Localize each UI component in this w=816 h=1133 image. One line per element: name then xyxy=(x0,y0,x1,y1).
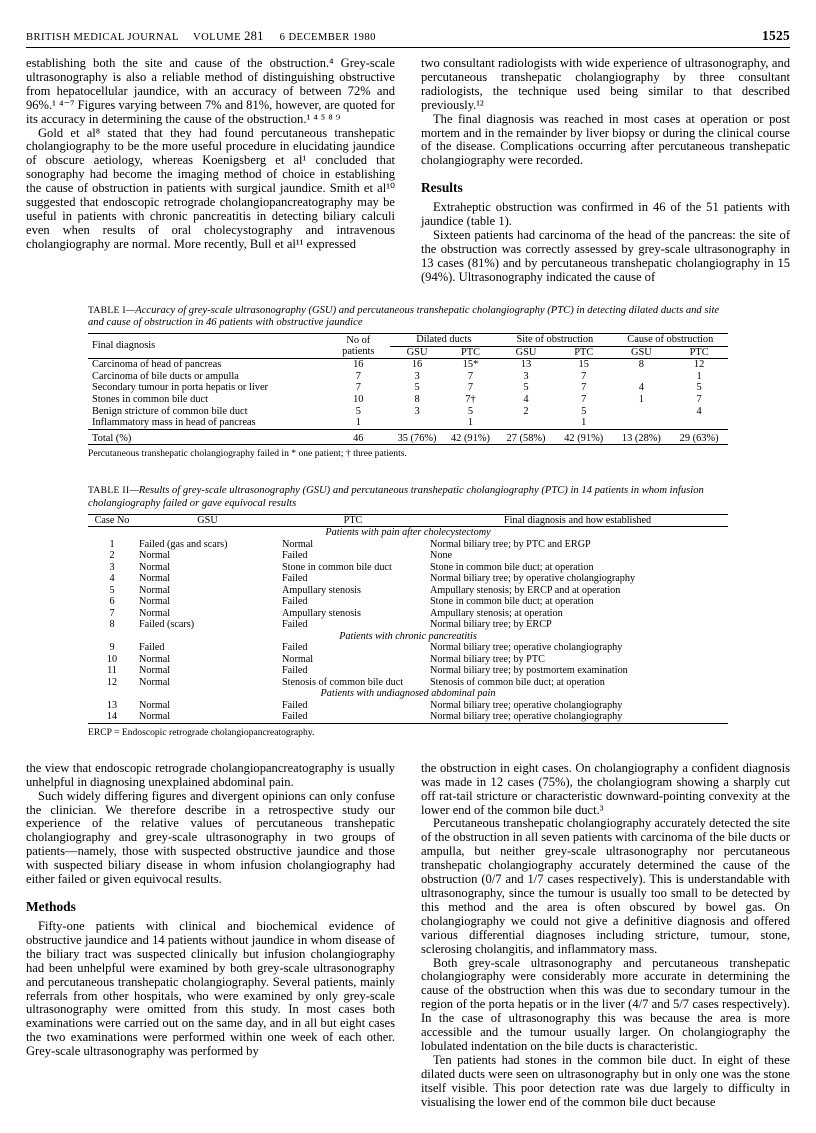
table-2-cell-ptc: Failed xyxy=(282,711,308,723)
table-2-group-title-row xyxy=(88,527,728,539)
table-2-cell-ptc: Failed xyxy=(282,596,308,608)
table-2-cell-ptc: Failed xyxy=(282,642,308,654)
paragraph: Fifty-one patients with clinical and biochemical evidence of obstructive jaundice and 14 patients without jaundice in whom disease of the biliary tract was suspected clinically but infusion cholangiography had been unhelpful were examined by both grey-scale ultrasonography and percutaneous transhepatic cholangiography. Several patients, mainly referrals from other hospitals, who were examined by only grey-scale ultrasonography were omitted from this study. In most cases both examinations were carried out on the same day, and in all but eight cases the two examinations were performed within one week of each other. Grey-scale ultrasonography was performed by xyxy=(26,919,395,1059)
table-2-cell-diagnosis: Normal biliary tree; by PTC xyxy=(430,653,545,665)
table-2-cell-case: 3 xyxy=(109,561,115,573)
table-1-cell: 7 xyxy=(696,394,702,406)
table-1-cell xyxy=(670,417,728,429)
table-2-cell-diagnosis: Normal biliary tree; operative cholangiography xyxy=(430,711,623,723)
table-2-cell-ptc: Ampullary stenosis xyxy=(282,607,361,619)
table-row xyxy=(88,585,728,597)
table-row xyxy=(88,562,728,574)
table-1-cell: 5 xyxy=(414,382,420,394)
journal-title: BRITISH MEDICAL JOURNAL xyxy=(26,32,179,43)
table-2-group-title: Patients with undiagnosed abdominal pain xyxy=(320,688,496,700)
table-2-cell-ptc: Normal xyxy=(282,653,314,665)
paragraph: Extraheptic obstruction was confirmed in 46 of the 51 patients with jaundice (table 1). xyxy=(421,200,790,229)
table-row xyxy=(88,642,728,654)
table-1-row-label: Carcinoma of head of pancreas xyxy=(92,359,222,371)
table-1-cell: 7 xyxy=(581,382,587,394)
top-columns xyxy=(26,57,790,285)
table-row xyxy=(88,539,728,551)
table-1-cell: 5 xyxy=(696,382,702,394)
issue-date: 6 DECEMBER 1980 xyxy=(279,32,376,43)
table-1-row-label: Inflammatory mass in head of pancreas xyxy=(92,417,256,429)
table-1-cell: 1 xyxy=(581,417,587,429)
table-row xyxy=(88,608,728,620)
table-1-subheader: GSU xyxy=(631,346,652,358)
table-1-cell xyxy=(613,371,671,383)
bottom-columns xyxy=(26,762,790,1110)
table-2-cell-gsu: Normal xyxy=(139,699,171,711)
table-1-cell: 15* xyxy=(462,359,479,371)
table-1-cell: 5 xyxy=(581,405,587,417)
table-2-group-title-row xyxy=(88,688,728,700)
table-row xyxy=(88,711,728,723)
table-2-header-gsu: GSU xyxy=(197,514,218,526)
table-1-cell: 1 xyxy=(638,394,644,406)
table-1-header-dilated-ducts: Dilated ducts xyxy=(390,334,497,347)
table-2-cell-case: 7 xyxy=(109,607,115,619)
table-2-cell-gsu: Normal xyxy=(139,573,171,585)
table-row xyxy=(88,596,728,608)
table-2-cell-diagnosis: Ampullary stenosis; at operation xyxy=(430,607,563,619)
table-1-cell: 7 xyxy=(355,370,361,382)
table-1-cell: 7 xyxy=(581,370,587,382)
table-1-total-label: Total (%) xyxy=(92,432,132,444)
table-1-cell: 15 xyxy=(578,359,589,371)
table-1-cell xyxy=(497,417,555,429)
table-1-cell: 4 xyxy=(696,405,702,417)
table-1-total-cell: 46 xyxy=(353,432,364,444)
paragraph: Both grey-scale ultrasonography and percutaneous transhepatic cholangiography were considerably more accurate in determining the cause of the obstruction when this was due to secondary tumour in the region of the porta hepatis or in the liver (4/7 and 5/7 cases respectively). In the case of ultrasonography this was because the area is more accessible and the tumour usually larger. On cholangiography the lobulated indentation on the bile ducts is characteristic. xyxy=(421,955,790,1053)
table-2-cell-diagnosis: Normal biliary tree; by ERCP xyxy=(430,619,552,631)
paragraph: the obstruction in eight cases. On cholangiography a confident diagnosis was made in 12 cases (75%), the cholangiogram showing a sharply cut off rat-tail stricture or characteristic downward-pointing convexity at the lower end of the common bile duct.³ xyxy=(421,760,790,817)
table-2-cell-ptc: Stone in common bile duct xyxy=(282,561,392,573)
table-1-cell: 7 xyxy=(467,370,474,382)
table-2-cell-ptc: Ampullary stenosis xyxy=(282,584,361,596)
bottom-left-column xyxy=(26,762,395,1110)
table-2-number: TABLE II xyxy=(88,485,130,497)
table-1-cell: 7 xyxy=(581,394,587,406)
table-2-cell-case: 5 xyxy=(109,584,115,596)
table-row xyxy=(88,514,728,527)
table-2-header-final-diagnosis: Final diagnosis and how established xyxy=(503,514,652,526)
table-row xyxy=(88,371,728,383)
table-2-cell-diagnosis: Stenosis of common bile duct; at operation xyxy=(430,676,605,688)
volume-number: 281 xyxy=(244,29,264,43)
table-row xyxy=(88,619,728,631)
top-left-column xyxy=(26,57,395,285)
table-2-cell-diagnosis: Normal biliary tree; by PTC and ERGP xyxy=(430,538,591,550)
table-2-group-title-row xyxy=(88,631,728,643)
table-2-cell-gsu: Normal xyxy=(139,596,171,608)
paragraph: Gold et al⁸ stated that they had found percutaneous transhepatic cholangiography to be the more useful procedure in elucidating jaundice of obscure aetiology, whereas Koenigsberg et al¹ concluded that sonography had become the imaging method of choice in establishing the cause of obstruction in patients with surgical jaundice. Smith et al¹⁰ suggested that endoscopic retrograde cholangiopancreatography may be useful in patients with chronic pancreatitis in detecting biliary calculi even when results of oral cholecystography and intravenous cholangiography are normal. More recently, Bull et al¹¹ expressed xyxy=(26,125,395,251)
table-2-cell-gsu: Failed (gas and scars) xyxy=(139,538,228,550)
table-1-caption-text: —Accuracy of grey-scale ultrasonography (GSU) and percutaneous transhepatic cholangiography (PTC) in detecting dilated ducts and site and cause of obstruction in 46 patients with obstructive jaundice xyxy=(88,304,720,328)
paragraph: Ten patients had stones in the common bile duct. In eight of these dilated ducts were seen on ultrasonography but in only one was the stone itself visible. This poor detection rate was due largely to difficulty in visualising the lower end of the common bile duct because xyxy=(421,1052,790,1109)
table-2-cell-gsu: Normal xyxy=(139,561,171,573)
table-1-cell: 7 xyxy=(467,382,474,394)
paragraph: two consultant radiologists with wide experience of ultrasonography, and percutaneous transhepatic cholangiography by three consultant radiologists, the technique used being similar to that described previously.¹² xyxy=(421,56,790,112)
table-1-cell: 10 xyxy=(353,394,364,406)
paragraph: the view that endoscopic retrograde cholangiopancreatography is usually unhelpful in diagnosing unexplained abdominal pain. xyxy=(26,760,395,789)
table-2-cell-case: 1 xyxy=(109,538,115,550)
table-1-cell: 8 xyxy=(638,359,644,371)
table-2-cell-case: 8 xyxy=(109,619,115,631)
header-rule xyxy=(26,47,790,48)
table-row xyxy=(88,700,728,712)
table-1-cell xyxy=(390,417,443,429)
table-2-cell-case: 9 xyxy=(109,642,115,654)
table-1-cell: 7 xyxy=(355,382,361,394)
table-2-cell-ptc: Failed xyxy=(282,573,308,585)
paragraph: Such widely differing figures and divergent opinions can only confuse the clinician. We therefore describe in a retrospective study our experience of the relative values of percutaneous transhepatic cholangiography and grey-scale ultrasonography in two groups of patients—namely, those with suspected obstructive jaundice and those with suspected biliary disease in whom infusion cholangiography had either failed or given equivocal results. xyxy=(26,788,395,887)
table-1-cell: 1 xyxy=(355,417,361,429)
table-row-total xyxy=(88,429,728,445)
table-row xyxy=(88,382,728,394)
table-2-group-title: Patients with pain after cholecystectomy xyxy=(325,527,491,539)
table-1-row-label: Carcinoma of bile ducts or ampulla xyxy=(92,370,239,382)
table-2-cell-case: 13 xyxy=(106,699,118,711)
table-row xyxy=(88,406,728,418)
table-2-cell-gsu: Failed (scars) xyxy=(139,619,195,631)
table-1-total-cell: 27 (58%) xyxy=(506,432,546,444)
table-2-cell-gsu: Normal xyxy=(139,711,171,723)
table-2-caption-text: —Results of grey-scale ultrasonography (GSU) and percutaneous transhepatic cholangiography (PTC) in 14 patients in whom infusion cholangiography failed or gave equivocal results xyxy=(88,485,704,509)
table-1-total-cell: 42 (91%) xyxy=(450,432,490,444)
table-2-cell-diagnosis: Normal biliary tree; operative cholangiography xyxy=(430,642,623,654)
section-heading-methods: Methods xyxy=(26,899,76,914)
paragraph: Sixteen patients had carcinoma of the head of the pancreas: the site of the obstruction was correctly assessed by grey-scale ultrasonography in 13 cases (81%) and by percutaneous transhepatic cholangiography in 15 (94%). Ultrasonography indicated the cause of xyxy=(421,228,790,284)
paragraph: establishing both the site and cause of the obstruction.⁴ Grey-scale ultrasonography is also a reliable method of distinguishing obstructive from hepatocellular jaundice, with an accuracy of between 72% and 96%.¹ ⁴⁻⁷ Figures varying between 7% and 81%, however, are quoted for its accuracy in determining the cause of the obstruction.¹ ⁴ ⁵ ⁸ ⁹ xyxy=(26,56,395,126)
running-head xyxy=(26,28,790,44)
table-1-subheader: PTC xyxy=(574,346,594,358)
table-2-cell-case: 2 xyxy=(109,550,115,562)
table-row xyxy=(88,677,728,689)
table-2-caption xyxy=(88,485,728,509)
table-2-cell-case: 11 xyxy=(107,665,117,677)
table-1-number: TABLE I xyxy=(88,304,126,316)
table-2-cell-diagnosis: Stone in common bile duct; at operation xyxy=(430,561,594,573)
table-1-total-cell: 29 (63%) xyxy=(679,432,719,444)
table-2-cell-diagnosis: Normal biliary tree; by operative cholangiography xyxy=(430,573,636,585)
table-1-subheader: PTC xyxy=(460,346,480,358)
table-2-header-case-no: Case No xyxy=(94,514,130,526)
table-1-cell: 5 xyxy=(467,405,474,417)
running-head-left xyxy=(26,29,376,44)
table-2-cell-gsu: Normal xyxy=(139,665,171,677)
table-1-cell: 1 xyxy=(467,417,474,429)
table-1-row-label: Benign stricture of common bile duct xyxy=(92,405,248,417)
table-1-cell xyxy=(613,406,671,418)
table-1-subheader: GSU xyxy=(406,346,428,358)
table-2-cell-diagnosis: Stone in common bile duct; at operation xyxy=(430,596,594,608)
bottom-right-column xyxy=(421,762,790,1110)
table-2-cell-case: 4 xyxy=(109,573,115,585)
table-2-cell-diagnosis: None xyxy=(430,550,453,562)
table-1-cell: 3 xyxy=(414,370,420,382)
table-2-cell-gsu: Normal xyxy=(139,584,171,596)
table-1-cell: 5 xyxy=(523,382,529,394)
table-1-total-cell: 35 (76%) xyxy=(397,432,437,444)
table-1-row-label: Stones in common bile duct xyxy=(92,394,209,406)
table-1-block xyxy=(26,305,790,460)
table-row xyxy=(88,550,728,562)
table-1-header-final-diagnosis: Final diagnosis xyxy=(92,340,156,352)
table-2-cell-ptc: Failed xyxy=(282,699,308,711)
table-2-cell-case: 6 xyxy=(109,596,115,608)
paragraph: Percutaneous transhepatic cholangiography accurately detected the site of the obstruction in all seven patients with carcinoma of the bile ducts or ampulla, but neither grey-scale ultrasonography nor percutaneous transhepatic cholangiography accurately determined the cause of the obstruction (0/7 and 1/7 cases respectively). This is understandable with ultrasonography, since the tumour is usually too small to be detected by this method and the area is often obscured by bowel gas. On cholangiography we could not give a definitive diagnosis and offered various differential diagnoses including stricture, tumour, stone, sclerosing cholangitis, and inflammatory mass. xyxy=(421,816,790,956)
table-1-subheader: GSU xyxy=(515,346,537,358)
table-2-cell-ptc: Failed xyxy=(282,619,308,631)
table-1-header-cause-obstruction: Cause of obstruction xyxy=(613,334,728,347)
section-heading-results: Results xyxy=(421,180,463,196)
table-row xyxy=(88,359,728,371)
table-row xyxy=(88,654,728,666)
table-row xyxy=(88,334,728,347)
table-1-cell: 16 xyxy=(353,359,364,371)
table-2-group-title: Patients with chronic pancreatitis xyxy=(339,630,477,642)
table-2-cell-case: 12 xyxy=(106,676,118,688)
table-row xyxy=(88,573,728,585)
table-1-cell: 3 xyxy=(414,405,420,417)
table-2 xyxy=(88,514,728,724)
paragraph: The final diagnosis was reached in most cases at operation or post mortem and in the remainder by liver biopsy or during the clinical course of the disease. Complications occurring after percutaneous transhepatic cholangiography were recorded. xyxy=(421,111,790,168)
table-1-cell: 13 xyxy=(520,359,532,371)
table-1-cell: 16 xyxy=(411,359,423,371)
table-2-cell-case: 10 xyxy=(106,653,118,665)
table-1-footnote: Percutaneous transhepatic cholangiography failed in * one patient; † three patients. xyxy=(88,448,407,460)
table-1-header-no-patients: No of patients xyxy=(342,335,375,358)
table-1-caption xyxy=(88,305,728,329)
table-2-cell-ptc: Failed xyxy=(282,665,308,677)
table-2-cell-ptc: Stenosis of common bile duct xyxy=(282,676,404,688)
table-2-cell-ptc: Failed xyxy=(282,550,308,562)
table-2-cell-diagnosis: Ampullary stenosis; by ERCP and at operation xyxy=(430,584,621,596)
page-inner xyxy=(26,28,790,1110)
table-1-cell: 4 xyxy=(523,394,529,406)
table-2-cell-gsu: Normal xyxy=(139,653,171,665)
table-1-cell: 2 xyxy=(523,405,529,417)
table-2-cell-diagnosis: Normal biliary tree; operative cholangiography xyxy=(430,699,623,711)
table-2-cell-gsu: Normal xyxy=(139,607,171,619)
table-1-header-site-obstruction: Site of obstruction xyxy=(497,334,612,347)
table-row xyxy=(88,417,728,429)
table-1-subheader: PTC xyxy=(689,346,709,358)
table-1-cell: 4 xyxy=(638,382,644,394)
page-number: 1525 xyxy=(762,28,790,43)
table-2-cell-case: 14 xyxy=(106,711,118,723)
top-right-column xyxy=(421,57,790,285)
table-1-total-cell: 13 (28%) xyxy=(621,432,661,444)
table-2-cell-gsu: Failed xyxy=(139,642,165,654)
table-1-cell: 1 xyxy=(696,370,702,382)
table-2-header-ptc: PTC xyxy=(343,514,363,526)
table-1-cell: 12 xyxy=(693,359,705,371)
table-row xyxy=(88,665,728,677)
volume-label: VOLUME xyxy=(192,32,241,43)
table-1-total-cell: 42 (91%) xyxy=(564,432,604,444)
table-row xyxy=(88,394,728,406)
table-1-cell xyxy=(613,417,671,429)
table-2-cell-gsu: Normal xyxy=(139,550,171,562)
table-1-cell: 3 xyxy=(523,370,529,382)
table-2-footnote: ERCP = Endoscopic retrograde cholangiopancreatography. xyxy=(88,726,315,738)
table-2-cell-ptc: Normal xyxy=(282,538,314,550)
table-1-cell: 5 xyxy=(355,405,361,417)
table-1-cell: 7† xyxy=(465,394,476,406)
table-2-block xyxy=(26,485,790,737)
table-2-cell-diagnosis: Normal biliary tree; by postmortem examination xyxy=(430,665,628,677)
table-1-cell: 8 xyxy=(414,394,420,406)
table-1 xyxy=(88,333,728,445)
table-2-cell-gsu: Normal xyxy=(139,676,171,688)
table-1-row-label: Secondary tumour in porta hepatis or liver xyxy=(92,382,269,394)
